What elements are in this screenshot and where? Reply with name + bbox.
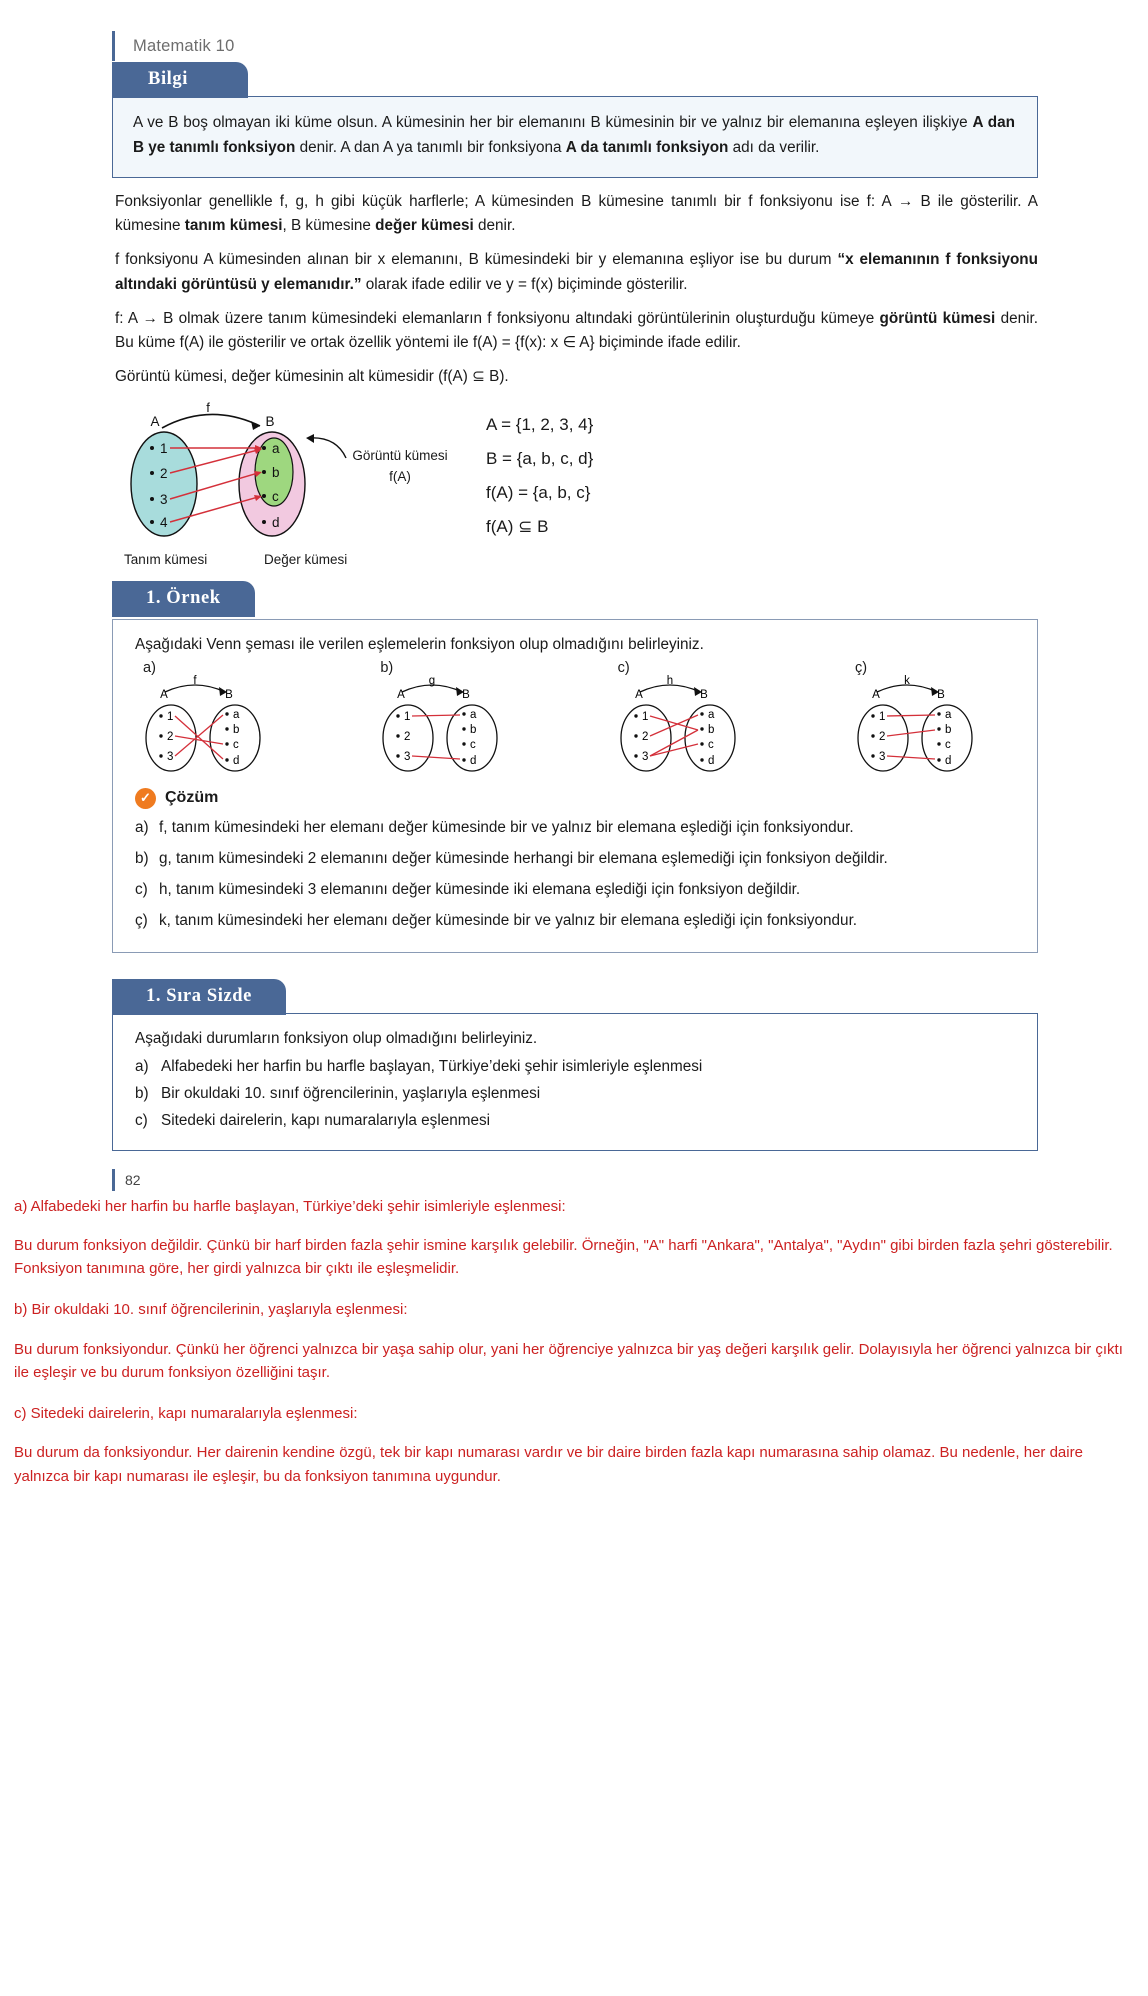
set-b-label-d: B bbox=[937, 688, 945, 701]
venn-item-a bbox=[139, 660, 297, 776]
caption-tanim-kumesi: Tanım kümesi bbox=[124, 551, 208, 567]
sira-sizde-item-a-text: Alfabedeki her harfin bu harfle başlayan, Türkiye’deki şehir isimleriyle eşlenmesi bbox=[161, 1057, 703, 1075]
cozum-label: Çözüm bbox=[165, 789, 219, 807]
svg-text:3: 3 bbox=[878, 750, 886, 763]
check-icon: ✓ bbox=[135, 788, 156, 809]
fn-label-b: g bbox=[429, 674, 436, 687]
image-set-caption-line1: Görüntü kümesi bbox=[352, 447, 448, 463]
fn-label-c: h bbox=[666, 674, 673, 687]
mappings-c bbox=[650, 715, 698, 756]
running-head-title: Matematik 10 bbox=[133, 36, 235, 55]
sira-sizde-section bbox=[112, 979, 1038, 1151]
paragraph-3-bold: görüntü kümesi bbox=[879, 309, 996, 327]
set-a-label-d: A bbox=[872, 688, 880, 701]
running-head-rule bbox=[112, 31, 115, 61]
paragraph-2-part-b: olarak ifade edilir ve y = f(x) biçiminde gösterilir. bbox=[361, 275, 688, 293]
cozum-answer-a-text: f, tanım kümesindeki her elemanı değer kümesinde bir ve yalnız bir elemana eşlediği için fonksiyondur. bbox=[159, 818, 854, 836]
a-dot-2 bbox=[150, 471, 154, 475]
venn-label-c: c) bbox=[617, 659, 630, 676]
equation-B: B = {a, b, c, d} bbox=[486, 448, 594, 468]
b-dot-b bbox=[262, 470, 266, 474]
set-a-label-b: A bbox=[397, 688, 406, 701]
sira-sizde-item-b-key: b) bbox=[135, 1084, 149, 1102]
running-head bbox=[0, 0, 1148, 62]
b-dot-a bbox=[262, 446, 266, 450]
set-a-label: A bbox=[150, 413, 160, 429]
paragraph-1 bbox=[112, 190, 1038, 240]
image-set-caption bbox=[340, 400, 460, 484]
sira-sizde-box bbox=[112, 1013, 1038, 1151]
function-label: f bbox=[206, 399, 210, 415]
a-dot-3 bbox=[150, 497, 154, 501]
cozum-answer-d-key: ç) bbox=[135, 912, 148, 930]
b-dot-d bbox=[262, 520, 266, 524]
a-el-1: 1 bbox=[167, 710, 174, 723]
svg-text:3: 3 bbox=[641, 750, 649, 763]
paragraph-2 bbox=[112, 248, 1038, 298]
svg-text:b: b bbox=[707, 723, 715, 736]
a-dot-1 bbox=[150, 446, 154, 450]
svg-text:1: 1 bbox=[878, 710, 886, 723]
venn-item-b bbox=[376, 660, 534, 776]
paragraph-1-part-b: , B kümesine bbox=[282, 217, 376, 235]
b-dot-c bbox=[262, 494, 266, 498]
ornek-box bbox=[112, 619, 1038, 953]
page-number-footer bbox=[0, 1169, 1148, 1191]
answer-question-c: c) Sitedeki dairelerin, kapı numaralarıyla eşlenmesi: bbox=[14, 1405, 358, 1423]
answer-text-a: Bu durum fonksiyon değildir. Çünkü bir harf birden fazla şehir ismine karşılık gelebilir. Örneğin, "A" harfi "Ankara", "Antalya", "Aydın" gibi birden fazla şehri gösterebilir. Fonksiyon tanımına göre, her girdi yalnızca bir çıktı ile eşleşmelidir. bbox=[14, 1236, 1113, 1278]
b-element-d: d bbox=[272, 514, 280, 530]
svg-text:d: d bbox=[470, 754, 477, 767]
sira-sizde-intro: Aşağıdaki durumların fonksiyon olup olmadığını belirleyiniz. bbox=[135, 1029, 538, 1047]
venn-label-c-cedilla: ç) bbox=[854, 659, 868, 676]
b-el-a: a bbox=[233, 708, 240, 721]
svg-text:b: b bbox=[944, 723, 952, 736]
venn-label-b: b) bbox=[380, 659, 394, 676]
svg-text:c: c bbox=[707, 738, 714, 751]
b-element-b: b bbox=[272, 464, 280, 480]
paragraph-3-part-b: denir. Bu küme f(A) ile gösterilir ve ortak özellik yöntemi ile f(A) = {f(x): x ∈ A} biçiminde ifade edilir. bbox=[115, 309, 1039, 352]
a-element-1: 1 bbox=[160, 440, 168, 456]
svg-text:2: 2 bbox=[404, 730, 411, 743]
equation-subset: f(A) ⊆ B bbox=[486, 516, 549, 536]
set-b-label: B bbox=[265, 413, 275, 429]
fn-label-a: f bbox=[193, 674, 197, 687]
equation-fA: f(A) = {a, b, c} bbox=[486, 482, 591, 502]
svg-text:a: a bbox=[944, 708, 952, 721]
answer-text-b: Bu durum fonksiyondur. Çünkü her öğrenci yalnızca bir yaşa sahip olur, yani her öğrenciye yalnızca bir yaş değeri karşılık gelir. Dolayısıyla her öğrenci yalnızca bir çıktı ile eşleşir ve bu durum fonksiyon özelliğini taşır. bbox=[14, 1340, 1123, 1381]
answer-question-b: b) Bir okuldaki 10. sınıf öğrencilerinin, yaşlarıyla eşlenmesi: bbox=[14, 1301, 408, 1319]
cozum-answer-c bbox=[135, 878, 1013, 902]
page-number: 82 bbox=[125, 1171, 141, 1188]
paragraph-4: Görüntü kümesi, değer kümesinin alt kümesidir (f(A) ⊆ B). bbox=[115, 368, 509, 386]
paragraph-1-bold-a: tanım kümesi bbox=[184, 217, 283, 235]
cozum-answer-d bbox=[135, 909, 1013, 933]
bilgi-section bbox=[112, 62, 1038, 178]
cozum-answer-c-key: c) bbox=[135, 881, 148, 899]
ornek-tab-header: 1. Örnek bbox=[112, 581, 255, 617]
sira-sizde-tab-header: 1. Sıra Sizde bbox=[112, 979, 286, 1015]
b-el-b: b bbox=[233, 723, 240, 736]
bilgi-paragraph bbox=[133, 111, 1015, 161]
function-arc bbox=[162, 414, 260, 428]
caption-deger-kumesi: Değer kümesi bbox=[264, 551, 348, 567]
cozum-answer-c-text: h, tanım kümesindeki 3 elemanını değer kümesinde iki elemana eşlediği için fonksiyon değildir. bbox=[159, 881, 801, 899]
cozum-answer-a-key: a) bbox=[135, 818, 149, 836]
b-element-c: c bbox=[272, 488, 279, 504]
sira-sizde-item-b bbox=[135, 1085, 1015, 1103]
paragraph-1-part-c: denir. bbox=[473, 217, 516, 235]
svg-text:1: 1 bbox=[641, 710, 649, 723]
set-b-label-a: B bbox=[225, 688, 233, 701]
bilgi-text-2: denir. A dan A ya tanımlı bir fonksiyona bbox=[295, 138, 566, 156]
cozum-answer-b-key: b) bbox=[135, 850, 149, 868]
function-arrow-head bbox=[251, 421, 260, 430]
sira-sizde-item-a-key: a) bbox=[135, 1057, 149, 1075]
mappings-a bbox=[175, 715, 223, 759]
a-element-2: 2 bbox=[160, 465, 168, 481]
svg-text:d: d bbox=[944, 754, 952, 767]
cozum-answer-b-text: g, tanım kümesindeki 2 elemanını değer kümesinde herhangi bir elemana eşlemediği için fonksiyon değildir. bbox=[159, 850, 888, 868]
paragraph-2-part-a: f fonksiyonu A kümesinden alınan bir x elemanını, B kümesindeki bir y elemanına eşliyor ise bu durum bbox=[115, 251, 838, 269]
set-b-label-c: B bbox=[699, 688, 708, 701]
cozum-answer-b bbox=[135, 847, 1013, 871]
fn-label-d: k bbox=[904, 674, 910, 687]
venn-label-a: a) bbox=[143, 659, 156, 676]
svg-text:b: b bbox=[470, 723, 477, 736]
sira-sizde-item-c-text: Sitedeki dairelerin, kapı numaralarıyla eşlenmesi bbox=[161, 1111, 491, 1129]
b-el-c: c bbox=[233, 738, 239, 751]
mappings-d bbox=[887, 715, 935, 759]
paragraph-1-part-a: Fonksiyonlar genellikle f, g, h gibi küçük harflerle; A kümesinden B kümesine tanımlı bir f fonksiyonu ise f: A → B ile gösterilir. A kümesine bbox=[115, 192, 1038, 235]
image-set-caption-line2: f(A) bbox=[389, 468, 411, 484]
mappings-b bbox=[412, 715, 460, 759]
main-figure-captions bbox=[122, 552, 452, 567]
set-a-label-a: A bbox=[160, 688, 168, 701]
equation-A: A = {1, 2, 3, 4} bbox=[486, 414, 594, 434]
image-set-pointer-head bbox=[306, 434, 314, 443]
a-dot-4 bbox=[150, 520, 154, 524]
b-el-d: d bbox=[233, 754, 240, 767]
main-figure-equations bbox=[486, 400, 593, 544]
page-number-rule bbox=[112, 1169, 115, 1191]
bilgi-bold-2: A da tanımlı fonksiyon bbox=[565, 138, 729, 156]
svg-text:d: d bbox=[707, 754, 715, 767]
venn-svg-a bbox=[139, 676, 297, 776]
svg-text:a: a bbox=[707, 708, 715, 721]
svg-text:c: c bbox=[470, 738, 477, 751]
ornek-intro: Aşağıdaki Venn şeması ile verilen eşlemelerin fonksiyon olup olmadığını belirleyiniz. bbox=[135, 635, 704, 653]
venn-item-c bbox=[614, 660, 772, 776]
bilgi-box bbox=[112, 96, 1038, 178]
venn-svg-b bbox=[376, 676, 534, 776]
answer-question-a: a) Alfabedeki her harfin bu harfle başlayan, Türkiye’deki şehir isimleriyle eşlenmesi: bbox=[14, 1197, 566, 1215]
svg-text:c: c bbox=[944, 738, 951, 751]
ornek-section bbox=[112, 581, 1038, 953]
venn-item-c-cedilla bbox=[851, 660, 1009, 776]
answer-text-c: Bu durum da fonksiyondur. Her dairenin kendine özgü, tek bir kapı numarası vardır ve bir daire birden fazla kapı numarasına sahip olamaz. Bu nedenle, her daire yalnızca bir kapı numarası ile eşleşir, bu da fonksiyon tanımına uygundur. bbox=[14, 1444, 1083, 1485]
answer-block bbox=[0, 1191, 1148, 1526]
bilgi-bold-1: A dan B ye tanımlı fonksiyon bbox=[133, 114, 1015, 156]
a-el-3: 3 bbox=[167, 750, 174, 763]
venn-svg-c bbox=[614, 676, 772, 776]
paragraph-1-bold-b: değer kümesi bbox=[375, 217, 474, 235]
ornek-venn-grid bbox=[135, 660, 1013, 776]
set-a-label-c: A bbox=[634, 688, 643, 701]
a-el-2: 2 bbox=[167, 730, 174, 743]
bilgi-tab-header: Bilgi bbox=[112, 62, 248, 98]
sira-sizde-item-a bbox=[135, 1058, 1015, 1076]
a-element-4: 4 bbox=[160, 514, 168, 530]
b-element-a: a bbox=[272, 440, 280, 456]
svg-text:2: 2 bbox=[641, 730, 649, 743]
paragraph-3-part-a: f: A → B olmak üzere tanım kümesindeki elemanların f fonksiyonu altındaki görüntülerinin oluşturduğu kümeye bbox=[115, 309, 880, 327]
svg-text:3: 3 bbox=[404, 750, 411, 763]
svg-text:a: a bbox=[470, 708, 477, 721]
cozum-header bbox=[135, 788, 1013, 809]
bilgi-text-3: adı da verilir. bbox=[728, 138, 820, 156]
cozum-answer-a bbox=[135, 816, 1013, 840]
page-content bbox=[0, 62, 1148, 1151]
bilgi-text-1: A ve B boş olmayan iki küme olsun. A kümesinin her bir elemanını B kümesinin bir ve yalnız bir elemanına eşleyen ilişkiye bbox=[133, 114, 973, 131]
sira-sizde-item-b-text: Bir okuldaki 10. sınıf öğrencilerinin, yaşlarıyla eşlenmesi bbox=[161, 1084, 541, 1102]
cozum-answer-d-text: k, tanım kümesindeki her elemanı değer kümesinde bir ve yalnız bir elemana eşlediği için fonksiyondur. bbox=[159, 912, 858, 930]
venn-svg-c-cedilla bbox=[851, 676, 1009, 776]
svg-text:1: 1 bbox=[404, 710, 411, 723]
sira-sizde-item-c bbox=[135, 1112, 1015, 1130]
set-b-label-b: B bbox=[462, 688, 471, 701]
svg-text:2: 2 bbox=[878, 730, 886, 743]
sira-sizde-item-c-key: c) bbox=[135, 1111, 148, 1129]
main-figure bbox=[112, 400, 1038, 567]
paragraph-3 bbox=[112, 307, 1038, 357]
a-element-3: 3 bbox=[160, 491, 168, 507]
paragraph-2-bold: “x elemanının f fonksiyonu altındaki görüntüsü y elemanıdır.” bbox=[115, 251, 1038, 293]
